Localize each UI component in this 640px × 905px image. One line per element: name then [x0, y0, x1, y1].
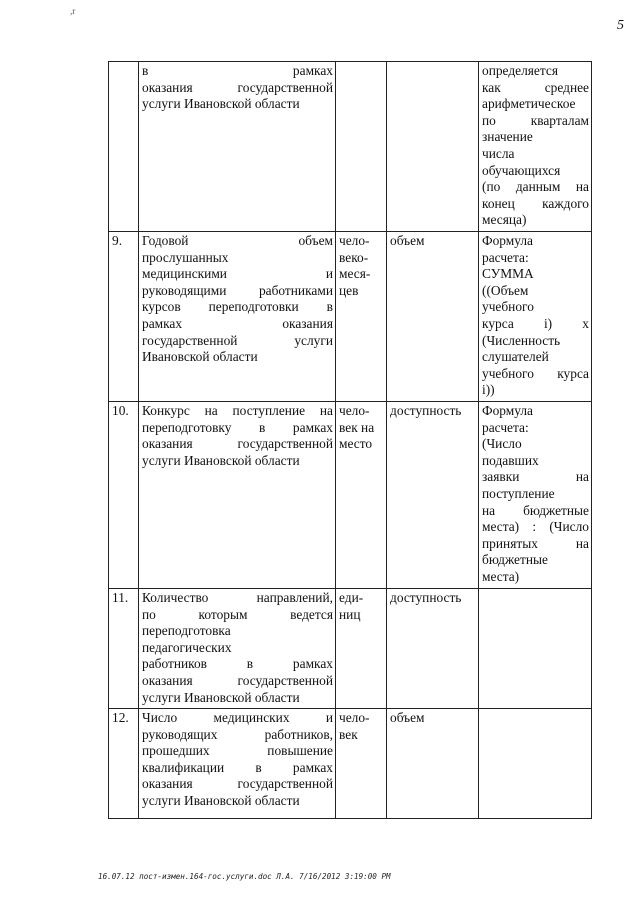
- name-line: услуги Ивановской области: [142, 96, 300, 112]
- formula-line: места) : (Число: [482, 519, 589, 535]
- formula-line: на бюджетные: [482, 502, 589, 518]
- indicator-type: доступность: [387, 402, 479, 589]
- unit-of-measure: [336, 589, 387, 709]
- name-line: оказания государственной: [142, 79, 333, 95]
- document-footer: 16.07.12 пост-измен.164-гос.услуги.doc Л.А. 7/16/2012 3:19:00 PM: [98, 872, 391, 881]
- formula-line: заявки на: [482, 469, 589, 485]
- table-row: [109, 589, 592, 709]
- name-line: услуги Ивановской области: [142, 452, 300, 468]
- page-number: 5: [617, 18, 624, 33]
- table-row: [109, 402, 592, 589]
- row-number: [109, 62, 139, 232]
- indicator-type: объем: [387, 709, 479, 819]
- formula-line: расчета:: [482, 249, 529, 265]
- name-line: курсов переподготовки в: [142, 299, 333, 315]
- calculation-formula: [479, 232, 592, 402]
- name-line: Годовой объем: [142, 233, 333, 248]
- formula-line: как среднее: [482, 79, 589, 95]
- unit-line: место: [339, 436, 373, 452]
- formula-line: учебного: [482, 299, 534, 315]
- formula-line: поступление: [482, 485, 555, 501]
- name-line: прослушанных: [142, 249, 229, 265]
- formula-line: СУММА: [482, 266, 534, 282]
- formula-line: Формула: [482, 403, 533, 418]
- name-line: Ивановской области: [142, 349, 258, 365]
- formula-line: ((Объем: [482, 282, 529, 298]
- table-row: [109, 709, 592, 819]
- name-line: педагогических: [142, 639, 232, 655]
- name-line: услуги Ивановской области: [142, 792, 300, 808]
- unit-line: еди-: [339, 590, 364, 605]
- name-line: Число медицинских и: [142, 710, 333, 725]
- unit-of-measure: [336, 62, 387, 232]
- indicator-name: [139, 232, 336, 402]
- unit-line: век на: [339, 419, 375, 435]
- formula-line: арифметическое: [482, 96, 576, 112]
- row-number: 12.: [109, 709, 139, 819]
- calculation-formula: [479, 589, 592, 709]
- unit-line: чело-: [339, 233, 370, 248]
- indicator-type: объем: [387, 232, 479, 402]
- unit-line: чело-: [339, 403, 370, 418]
- unit-line: ниц: [339, 606, 361, 622]
- name-line: услуги Ивановской области: [142, 689, 300, 705]
- name-line: работников в рамках: [142, 656, 333, 672]
- unit-line: чело-: [339, 710, 370, 725]
- unit-line: веко-: [339, 249, 369, 265]
- formula-line: (Численность: [482, 332, 561, 348]
- formula-line: (Число: [482, 436, 522, 452]
- name-line: прошедших повышение: [142, 743, 333, 759]
- name-line: квалификации в рамках: [142, 759, 333, 775]
- calculation-formula: [479, 62, 592, 232]
- formula-line: расчета:: [482, 419, 529, 435]
- formula-line: i)): [482, 382, 495, 398]
- name-line: государственной услуги: [142, 332, 333, 348]
- scan-mark: ,r: [70, 6, 76, 16]
- row-number: 10.: [109, 402, 139, 589]
- row-number: 11.: [109, 589, 139, 709]
- name-line: оказания государственной: [142, 776, 333, 792]
- name-line: руководящих работников,: [142, 726, 333, 742]
- indicator-name: [139, 709, 336, 819]
- unit-of-measure: [336, 402, 387, 589]
- indicator-name: [139, 62, 336, 232]
- formula-line: значение: [482, 129, 533, 145]
- indicator-type: [387, 62, 479, 232]
- name-line: по которым ведется: [142, 606, 333, 622]
- unit-of-measure: [336, 709, 387, 819]
- name-line: переподготовка: [142, 623, 231, 639]
- name-line: переподготовку в рамках: [142, 419, 333, 435]
- unit-line: меся-: [339, 266, 371, 282]
- formula-line: числа: [482, 145, 515, 161]
- formula-line: учебного курса: [482, 365, 589, 381]
- name-line: рамках оказания: [142, 315, 333, 331]
- name-line: Количество направлений,: [142, 590, 333, 605]
- formula-line: курса i) х: [482, 315, 589, 331]
- table-row: [109, 62, 592, 232]
- formula-line: конец каждого: [482, 195, 589, 211]
- indicator-type: доступность: [387, 589, 479, 709]
- unit-line: век: [339, 726, 358, 742]
- formula-line: слушателей: [482, 349, 549, 365]
- unit-of-measure: [336, 232, 387, 402]
- name-line: оказания государственной: [142, 672, 333, 688]
- name-line: в рамках: [142, 63, 333, 78]
- name-line: руководящими работниками: [142, 282, 333, 298]
- indicator-name: [139, 402, 336, 589]
- calculation-formula: [479, 709, 592, 819]
- name-line: медицинскими и: [142, 266, 333, 282]
- formula-line: подавших: [482, 452, 539, 468]
- indicators-table: [108, 61, 592, 819]
- calculation-formula: [479, 402, 592, 589]
- row-number: 9.: [109, 232, 139, 402]
- indicator-name: [139, 589, 336, 709]
- formula-line: места): [482, 568, 520, 584]
- formula-line: по кварталам: [482, 112, 589, 128]
- formula-line: месяца): [482, 212, 527, 228]
- formula-line: определяется: [482, 63, 558, 78]
- unit-line: цев: [339, 282, 359, 298]
- name-line: Конкурс на поступление на: [142, 403, 333, 418]
- name-line: оказания государственной: [142, 436, 333, 452]
- formula-line: Формула: [482, 233, 533, 248]
- table-row: [109, 232, 592, 402]
- formula-line: обучающихся: [482, 162, 561, 178]
- formula-line: принятых на: [482, 535, 589, 551]
- formula-line: (по данным на: [482, 179, 589, 195]
- formula-line: бюджетные: [482, 552, 548, 568]
